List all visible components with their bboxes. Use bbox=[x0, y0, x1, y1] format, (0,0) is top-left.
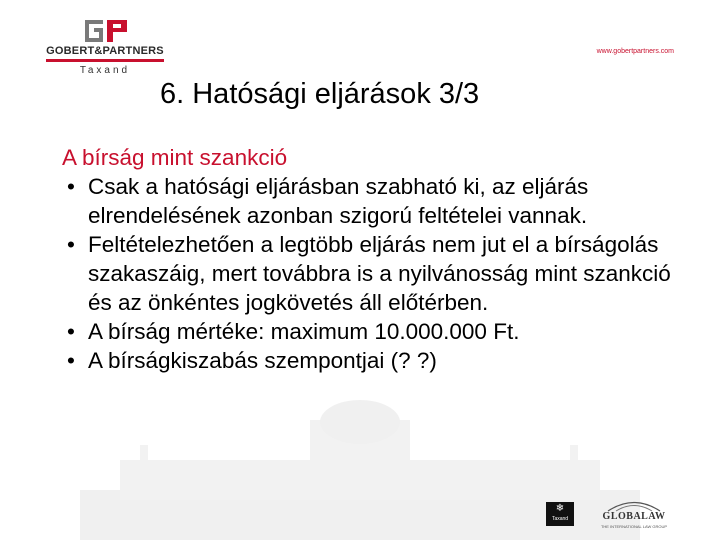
gp-monogram-icon bbox=[83, 18, 129, 44]
bullet-text: Csak a hatósági eljárásban szabható ki, az eljárás elrendelésének azonban szigorú feltételei vannak. bbox=[88, 174, 589, 228]
taxand-logo-label: Taxand bbox=[551, 516, 569, 522]
bullet-item bbox=[62, 172, 682, 230]
section-subheading: A bírság mint szankció bbox=[62, 145, 288, 170]
globalaw-logo-sublabel: THE INTERNATIONAL LAW GROUP bbox=[600, 524, 668, 529]
slide-title: 6. Hatósági eljárások 3/3 bbox=[160, 78, 480, 110]
bullet-icon: • bbox=[67, 232, 75, 257]
slide-content bbox=[62, 143, 682, 375]
logo-divider bbox=[46, 59, 164, 62]
company-logo bbox=[44, 18, 166, 78]
globalaw-logo-label: GLOBALAW bbox=[602, 511, 666, 522]
bullet-list bbox=[62, 172, 682, 375]
taxand-logo bbox=[546, 502, 574, 526]
globalaw-logo bbox=[584, 500, 684, 530]
bullet-item bbox=[62, 346, 682, 375]
website-url: www.gobertpartners.com bbox=[596, 48, 674, 55]
bullet-text: A bírságkiszabás szempontjai (? ?) bbox=[88, 348, 437, 373]
logo-subtitle: Taxand bbox=[79, 65, 131, 76]
bullet-icon: • bbox=[67, 174, 75, 199]
bullet-item bbox=[62, 230, 682, 317]
snowflake-icon: ❄ bbox=[555, 503, 565, 514]
bullet-text: Feltételezhetően a legtöbb eljárás nem jut el a bírságolás szakaszáig, mert továbbra is a nyilvánosság mint szankció és az önkéntes jogkövetés áll előtérben. bbox=[88, 232, 671, 315]
bullet-icon: • bbox=[67, 319, 75, 344]
logo-name: GOBERT&PARTNERS bbox=[46, 45, 164, 57]
bullet-text: A bírság mértéke: maximum 10.000.000 Ft. bbox=[88, 319, 520, 344]
bullet-icon: • bbox=[67, 348, 75, 373]
bullet-item bbox=[62, 317, 682, 346]
